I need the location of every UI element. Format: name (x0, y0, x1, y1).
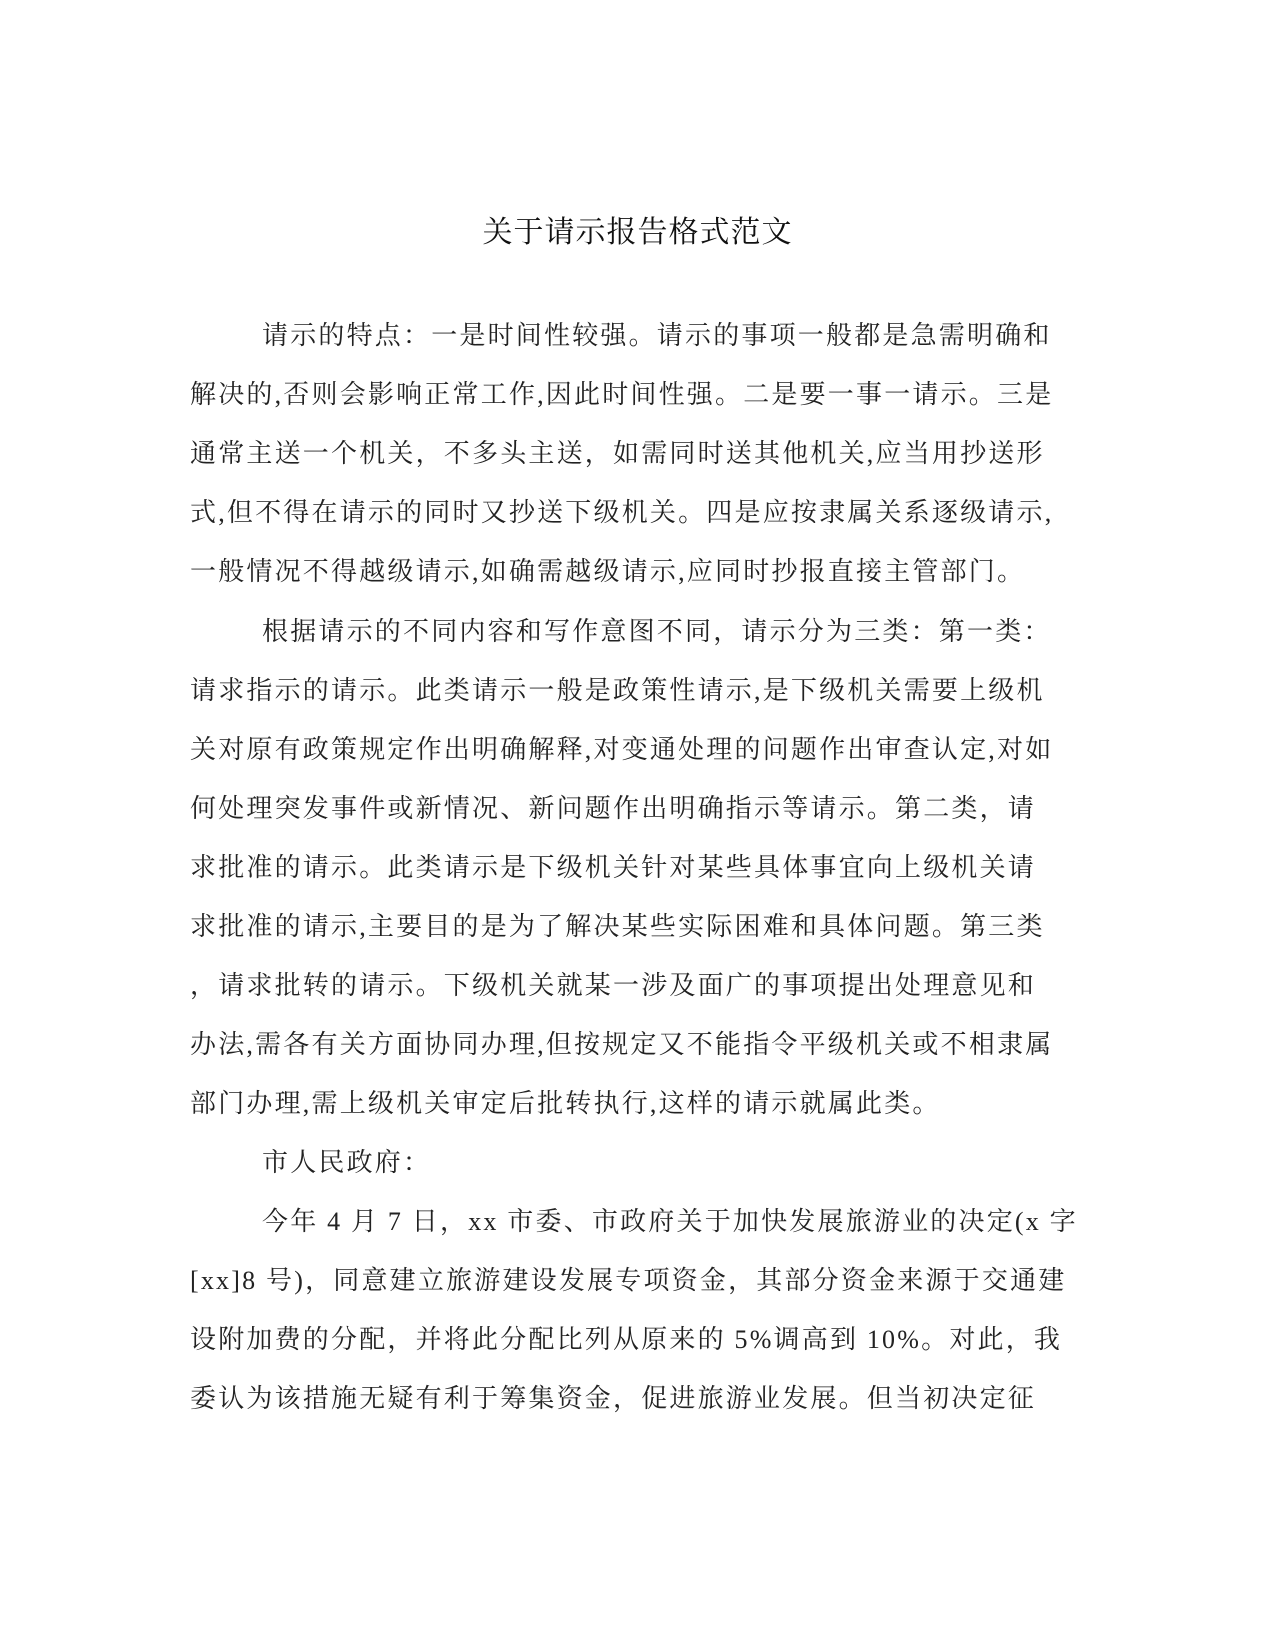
paragraph-2-line-1: 根据请示的不同内容和写作意图不同，请示分为三类：第一类： (262, 617, 1052, 646)
paragraph-2-line-4: 何处理突发事件或新情况、新问题作出明确指示等请示。第二类，请 (190, 794, 1037, 823)
paragraph-2-line-5: 求批准的请示。此类请示是下级机关针对某些具体事宜向上级机关请 (190, 853, 1037, 882)
paragraph-3-line-1: 今年 4 月 7 日，xx 市委、市政府关于加快发展旅游业的决定(x 字 (262, 1207, 1078, 1236)
paragraph-1-line-4: 式,但不得在请示的同时又抄送下级机关。四是应按隶属关系逐级请示, (190, 498, 1054, 527)
document-title: 关于请示报告格式范文 (482, 215, 793, 250)
paragraph-2-line-2: 请求指示的请示。此类请示一般是政策性请示,是下级机关需要上级机 (190, 676, 1045, 705)
paragraph-2-line-9: 部门办理,需上级机关审定后批转执行,这样的请示就属此类。 (190, 1089, 941, 1118)
paragraph-2-line-8: 办法,需各有关方面协同办理,但按规定又不能指令平级机关或不相隶属 (190, 1030, 1054, 1059)
paragraph-1-line-5: 一般情况不得越级请示,如确需越级请示,应同时抄报直接主管部门。 (190, 557, 1026, 586)
paragraph-3-line-2: [xx]8 号)，同意建立旅游建设发展专项资金，其部分资金来源于交通建 (190, 1266, 1067, 1295)
salutation-line: 市人民政府： (262, 1148, 432, 1177)
paragraph-1-line-1: 请示的特点：一是时间性较强。请示的事项一般都是急需明确和 (262, 321, 1052, 350)
paragraph-3-line-3: 设附加费的分配，并将此分配比列从原来的 5%调高到 10%。对此，我 (190, 1325, 1063, 1354)
paragraph-2-line-7: ，请求批转的请示。下级机关就某一涉及面广的事项提出处理意见和 (190, 971, 1037, 1000)
paragraph-2-line-6: 求批准的请示,主要目的是为了解决某些实际困难和具体问题。第三类 (190, 912, 1045, 941)
paragraph-1-line-3: 通常主送一个机关，不多头主送，如需同时送其他机关,应当用抄送形 (190, 439, 1045, 468)
paragraph-2-line-3: 关对原有政策规定作出明确解释,对变通处理的问题作出审查认定,对如 (190, 735, 1054, 764)
paragraph-1-line-2: 解决的,否则会影响正常工作,因此时间性强。二是要一事一请示。三是 (190, 380, 1054, 409)
paragraph-3-line-4: 委认为该措施无疑有利于筹集资金，促进旅游业发展。但当初决定征 (190, 1384, 1037, 1413)
